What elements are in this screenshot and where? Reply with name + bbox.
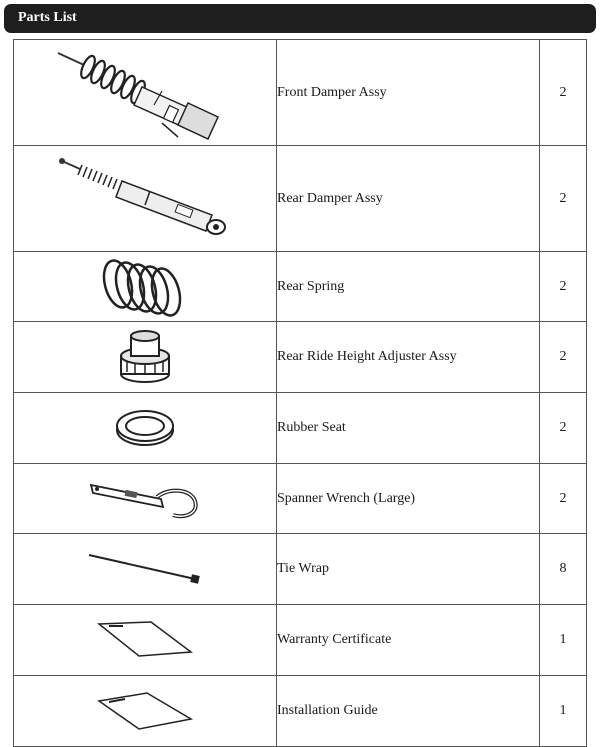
table-row <box>14 252 587 322</box>
table-row <box>14 605 587 676</box>
front-damper-icon <box>50 45 240 141</box>
part-name: Warranty Certificate <box>277 605 540 676</box>
spanner-wrench-icon <box>85 477 205 521</box>
page-title: Parts List <box>18 10 77 25</box>
guide-booklet-icon <box>95 689 195 733</box>
part-quantity: 2 <box>540 40 587 146</box>
part-name: Front Damper Assy <box>277 40 540 146</box>
table-row <box>14 146 587 252</box>
part-quantity: 2 <box>540 464 587 534</box>
table-row <box>14 322 587 393</box>
table-row <box>14 464 587 534</box>
parts-list-header <box>4 4 596 33</box>
parts-table <box>13 39 587 747</box>
part-name: Rear Spring <box>277 252 540 322</box>
part-name: Installation Guide <box>277 676 540 747</box>
rear-damper-icon <box>50 151 240 247</box>
part-quantity: 2 <box>540 393 587 464</box>
part-quantity: 1 <box>540 676 587 747</box>
rubber-seat-icon <box>110 406 180 450</box>
height-adjuster-icon <box>105 326 185 388</box>
part-quantity: 1 <box>540 605 587 676</box>
table-row <box>14 40 587 146</box>
table-row <box>14 534 587 605</box>
tie-wrap-icon <box>85 549 205 589</box>
table-row <box>14 393 587 464</box>
part-quantity: 2 <box>540 146 587 252</box>
table-row <box>14 676 587 747</box>
part-name: Tie Wrap <box>277 534 540 605</box>
part-name: Rubber Seat <box>277 393 540 464</box>
part-name: Rear Ride Height Adjuster Assy <box>277 322 540 393</box>
part-quantity: 2 <box>540 322 587 393</box>
part-name: Rear Damper Assy <box>277 146 540 252</box>
part-quantity: 8 <box>540 534 587 605</box>
warranty-card-icon <box>95 618 195 662</box>
rear-spring-icon <box>90 256 200 318</box>
part-quantity: 2 <box>540 252 587 322</box>
part-name: Spanner Wrench (Large) <box>277 464 540 534</box>
